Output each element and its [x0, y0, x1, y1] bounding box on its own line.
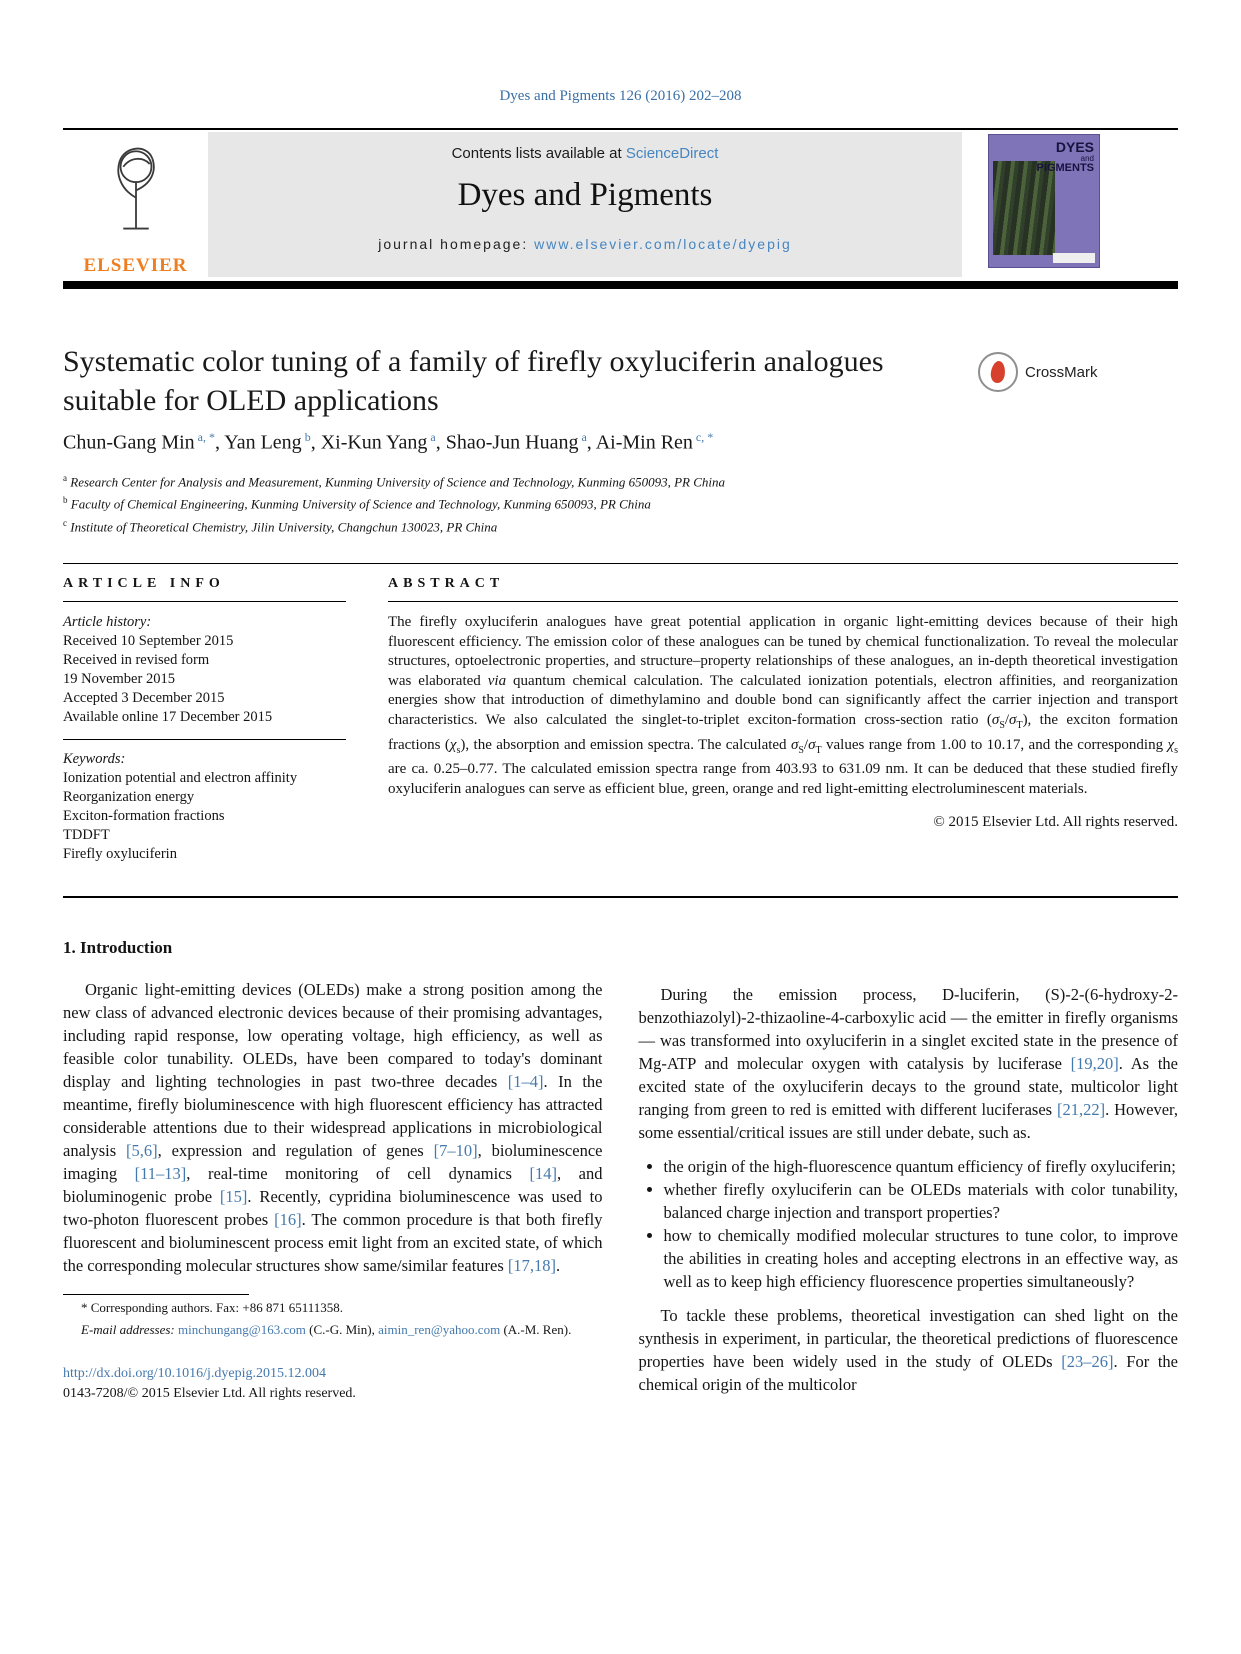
bullet-item: • whether firefly oxyluciferin can be OLEDs materials with color tunability, balanced charge injection and transport properties? — [664, 1178, 1179, 1224]
author-name: Ai-Min Ren — [595, 431, 693, 454]
text-segment: σ — [790, 736, 799, 753]
crossmark-flame-icon — [990, 360, 1007, 384]
author-name: Chun-Gang Min — [63, 431, 195, 454]
text-segment: . Recently, cypridina bioluminescence was used to two-photon fluorescent probes — [63, 1187, 603, 1229]
article-history-lines — [63, 632, 346, 727]
citation-ref[interactable]: [5,6] — [126, 1141, 158, 1160]
text-segment: s — [456, 744, 461, 756]
author-name: Xi-Kun Yang — [320, 431, 428, 454]
affiliation-line: $^a$ Research Center for Analysis and Measurement, Kunming University of Science and Technology, Kunming 650093, PR China — [63, 473, 725, 490]
history-line: Received in revised form — [63, 652, 210, 668]
text-segment: . However, some essential/critical issues are still under debate, such as. — [638, 1100, 1179, 1142]
emission-process-paragraph — [639, 983, 1179, 1144]
open-issues-bullet-list — [639, 1155, 1179, 1293]
journal-citation[interactable]: Dyes and Pigments 126 (2016) 202–208 — [499, 88, 742, 104]
email-footnote — [63, 1321, 603, 1339]
text-segment: . For the chemical origin of the multicolor — [638, 1352, 1178, 1394]
banner-center — [208, 132, 962, 277]
keywords-lines — [63, 769, 346, 864]
author-affiliation-sup: c, * — [692, 430, 714, 444]
cover-artwork — [993, 161, 1055, 255]
text-segment: / — [1004, 711, 1010, 728]
text-segment: T — [815, 744, 822, 756]
cover-line2: and — [1080, 153, 1094, 163]
article-info-abstract-block — [63, 563, 1178, 898]
author-name: Shao-Jun Huang — [445, 431, 579, 454]
text-segment: via — [487, 672, 507, 689]
citation-ref[interactable]: [16] — [274, 1210, 302, 1229]
cover-title-text — [1037, 140, 1094, 175]
left-column — [63, 938, 603, 1404]
elsevier-wordmark: ELSEVIER — [83, 255, 188, 276]
article-history-label: Article history: — [63, 614, 152, 630]
bullet-item: • how to chemically modified molecular structures to tune color, to improve the abilities in creating holes and accepting electrons in an effective way, as well as to keep high efficiency fluorescence properties simultaneously? — [664, 1224, 1179, 1293]
header-thick-bar — [63, 281, 1178, 289]
affiliation-line: $^c$ Institute of Theoretical Chemistry, Jilin University, Changchun 130023, PR China — [63, 517, 498, 534]
abstract-column — [388, 564, 1178, 864]
text-segment: (A.-M. Ren). — [500, 1321, 572, 1337]
text-segment: . As the excited state of the oxyluciferin decays to the ground state, multicolor light ranging from green to red is emitted with different luciferases — [638, 1054, 1178, 1119]
citation-ref[interactable]: [15] — [219, 1187, 248, 1206]
email-link[interactable]: minchungang@163.com — [178, 1321, 306, 1337]
text-segment: Organic light-emitting devices (OLEDs) make a strong position among the new class of advanced electronic devices because of their promising advantages, including rapid response, low operating voltage, high efficiency, as well as feasible color tunability. OLEDs, have been compared to today's dominant display and lighting technologies in past two-three decades — [63, 980, 603, 1091]
affiliation-list — [63, 469, 725, 536]
text-segment: σ — [808, 736, 816, 753]
article-info-heading: ARTICLE INFO — [63, 564, 346, 602]
citation-ref[interactable]: [1–4] — [507, 1072, 544, 1091]
text-segment: / — [803, 736, 809, 753]
footnote-rule — [63, 1294, 249, 1295]
abstract-heading: ABSTRACT — [388, 564, 1178, 602]
text-segment: , bioluminescence imaging — [63, 1141, 603, 1183]
journal-header-banner — [63, 132, 1178, 277]
section-heading-introduction: 1. Introduction — [63, 938, 173, 957]
author-affiliation-sup: b — [301, 430, 311, 444]
crossmark-badge[interactable] — [978, 352, 1098, 392]
text-segment: values range from 1.00 to 10.17, and the corresponding — [821, 736, 1168, 753]
affiliation-line: $^b$ Faculty of Chemical Engineering, Kunming University of Science and Technology, Kunming 650093, PR China — [63, 495, 651, 512]
author-affiliation-sup: a, * — [194, 430, 215, 444]
citation-ref[interactable]: [19,20] — [1070, 1054, 1119, 1073]
text-segment: , real-time monitoring of cell dynamics — [186, 1164, 530, 1183]
text-segment: S — [999, 719, 1005, 731]
keyword: Reorganization energy — [63, 789, 195, 805]
contents-line — [208, 145, 962, 162]
abstract-copyright: © 2015 Elsevier Ltd. All rights reserved. — [933, 814, 1178, 831]
keyword: Firefly oxyluciferin — [63, 846, 177, 862]
citation-ref[interactable]: [11–13] — [134, 1164, 187, 1183]
text-segment: χ — [1167, 736, 1175, 753]
text-segment: (C.-G. Min), — [305, 1321, 379, 1337]
text-segment: , expression and regulation of genes — [157, 1141, 434, 1160]
body-columns — [63, 938, 1178, 1404]
crossmark-label: CrossMark — [1025, 363, 1098, 381]
elsevier-tree-icon — [90, 134, 182, 234]
text-segment: σ — [991, 711, 1000, 728]
right-column — [639, 938, 1179, 1404]
crossmark-icon — [978, 352, 1018, 392]
text-segment: χ — [449, 736, 457, 753]
author-affiliation-sup: a — [427, 430, 436, 444]
article-info-column — [63, 564, 346, 864]
tackle-problems-paragraph — [639, 1304, 1179, 1396]
bullet-item: • the origin of the high-fluorescence quantum efficiency of firefly oxyluciferin; — [664, 1155, 1179, 1178]
text-segment: . In the meantime, firefly bioluminescence with high fluorescent efficiency has attracted considerable attentions due to their widespread applications in microbiological analysis — [63, 1072, 603, 1160]
text-segment: σ — [1009, 711, 1017, 728]
keyword: TDDFT — [63, 827, 110, 843]
cover-line1: DYES — [1055, 139, 1094, 155]
citation-ref[interactable]: [14] — [529, 1164, 557, 1183]
sciencedirect-link[interactable]: ScienceDirect — [625, 145, 719, 162]
history-line: Available online 17 December 2015 — [63, 709, 273, 725]
text-segment: s — [1174, 744, 1179, 756]
elsevier-logo — [63, 132, 208, 277]
doi-link[interactable]: http://dx.doi.org/10.1016/j.dyepig.2015.12.004 — [63, 1366, 327, 1381]
article-title: Systematic color tuning of a family of firefly oxyluciferin analogues suitable for OLED applications — [63, 345, 884, 417]
citation-ref[interactable]: [21,22] — [1056, 1100, 1106, 1119]
text-segment: quantum chemical calculation. The calculated ionization potentials, electron affinities, and reorganization energies show that introduction of dimethylamino and double bond can significantly affect the carrier injection and transport characteristics. We also calculated the singlet-to-triplet exciton-formation cross-section ratio ( — [388, 672, 1178, 728]
email-link[interactable]: aimin_ren@yahoo.com — [378, 1321, 501, 1337]
header-top-rule — [63, 128, 1178, 130]
author-affiliation-sup: a — [578, 430, 587, 444]
homepage-prefix: journal homepage: — [378, 236, 535, 252]
corresponding-author-footnote: * Corresponding authors. Fax: +86 871 65111358. — [81, 1300, 344, 1315]
homepage-line — [208, 236, 962, 252]
text-segment: ), the exciton formation fractions ( — [388, 711, 1178, 753]
homepage-url-link[interactable]: www.elsevier.com/locate/dyepig — [534, 236, 792, 252]
citation-ref[interactable]: [23–26] — [1061, 1352, 1114, 1371]
citation-ref[interactable]: [7–10] — [433, 1141, 478, 1160]
text-segment: , and bioluminogenic probe — [63, 1164, 603, 1206]
history-line: Received 10 September 2015 — [63, 633, 234, 649]
footer-block — [63, 1364, 603, 1404]
text-segment: E-mail addresses: — [81, 1321, 179, 1337]
contents-prefix: Contents lists available at — [451, 145, 626, 162]
cover-publisher-chip — [1053, 253, 1095, 263]
text-segment: To tackle these problems, theoretical investigation can shed light on the synthesis in experiment, in particular, the theoretical predictions of fluorescence properties have been widely used in the study of OLEDs — [638, 1306, 1178, 1371]
text-segment: . — [556, 1256, 561, 1275]
text-segment: . The common procedure is that both firefly fluorescent and bioluminescent process emit light from an excited state, of which the corresponding molecular structures show same/similar features — [63, 1210, 603, 1275]
text-segment: S — [798, 744, 804, 756]
author-name: Yan Leng — [224, 431, 302, 454]
history-line: 19 November 2015 — [63, 671, 175, 687]
text-segment: During the emission process, D-luciferin, (S)-2-(6-hydroxy-2-benzothiazolyl)-2-thizaoline-4-carboxylic acid — the emitter in firefly organisms — was transformed into oxyluciferin in a singlet excited state in the presence of Mg-ATP and molecular oxygen with catalysis by luciferase — [638, 985, 1178, 1073]
keyword: Exciton-formation fractions — [63, 808, 225, 824]
keywords-divider — [63, 739, 346, 740]
author-list: Chun-Gang Min $^{a, *}$, Yan Leng $^b$, Xi-Kun Yang $^a$, Shao-Jun Huang $^a$, Ai-Min Ren $^{c, *}$ — [63, 430, 714, 454]
keyword: Ionization potential and electron affinity — [63, 770, 298, 786]
text-segment: ), the absorption and emission spectra. The calculated — [460, 736, 791, 753]
keywords-label: Keywords: — [63, 751, 126, 767]
text-segment: The firefly oxyluciferin analogues have great potential application in organic light-emitting devices because of their high fluorescent efficiency. The emission color of these analogues can be tuned by chemical functionalization. To reveal the molecular structures, optoelectronic properties, and structure–property relationships of these analogues, an in-depth theoretical investigation was elaborated — [388, 614, 1178, 689]
issn-copyright-line: 0143-7208/© 2015 Elsevier Ltd. All rights reserved. — [63, 1386, 356, 1401]
history-line: Accepted 3 December 2015 — [63, 690, 225, 706]
text-segment: are ca. 0.25–0.77. The calculated emission spectra range from 403.93 to 631.09 nm. It can be deduced that these studied firefly oxyluciferin analogues can serve as efficient blue, green, orange and red light-emitting electroluminescent materials. — [388, 761, 1178, 797]
citation-ref[interactable]: [17,18] — [507, 1256, 557, 1275]
journal-cover-thumbnail — [988, 134, 1100, 268]
abstract-text — [388, 613, 1178, 799]
journal-title: Dyes and Pigments — [457, 177, 713, 213]
text-segment: T — [1016, 719, 1023, 731]
cover-line3: PIGMENTS — [1036, 162, 1094, 175]
intro-paragraph — [63, 978, 603, 1277]
